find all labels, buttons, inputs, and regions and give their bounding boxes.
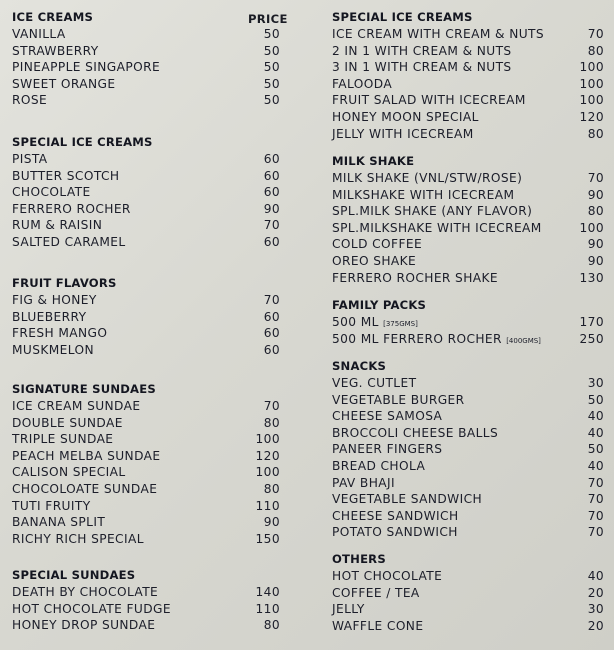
item-name-text: VEGETABLE BURGER [332,392,465,407]
item-price: 50 [263,93,280,108]
item-price: 60 [263,185,280,200]
item-name [12,151,48,168]
item-price: 100 [255,432,280,447]
section-title: SIGNATURE SUNDAES [12,382,156,396]
item-price: 130 [579,270,604,285]
item-name [332,126,474,143]
item-price: 60 [263,152,280,166]
item-price: 100 [255,465,280,480]
menu-item [332,236,604,253]
menu-item [12,309,280,326]
section-title: FAMILY PACKS [332,298,427,312]
item-price: 120 [579,109,604,124]
item-name-text: PANEER FINGERS [332,442,443,457]
item-name-text: VEGETABLE SANDWICH [332,492,483,507]
item-name [332,458,425,475]
item-name [12,76,115,93]
item-name [332,441,442,458]
item-price: 50 [263,76,280,91]
section-family-packs [332,297,604,347]
item-price: 80 [263,618,280,633]
item-name [332,170,522,187]
item-price: 30 [587,602,604,617]
item-price: 100 [579,60,604,75]
item-price: 80 [263,481,280,496]
item-name-text: JELLY WITH ICECREAM [332,126,474,141]
item-name [332,601,365,618]
item-name-text: HOT CHOCOLATE [332,569,443,583]
menu-item [332,524,604,541]
item-name [332,203,532,220]
item-name-text: 500 ML FERRERO ROCHER [332,331,502,346]
item-name-text: VEG. CUTLET [332,376,417,390]
item-name [332,508,459,525]
menu-item [12,201,280,218]
item-name [12,481,157,498]
item-name [332,236,422,253]
item-name [12,26,66,43]
item-price: 100 [579,93,604,108]
item-name [12,464,126,481]
menu-item [332,458,604,475]
section-ice-creams [12,9,280,109]
item-price: 90 [587,253,604,268]
item-price: 60 [263,168,280,183]
item-name-text: 500 ML [332,315,379,329]
item-name [332,475,395,492]
item-name-text: MUSKMELON [12,342,95,357]
item-name [332,392,465,409]
item-name [332,26,544,43]
menu-item [12,448,280,465]
item-name-text: OREO SHAKE [332,253,417,268]
menu-item [332,126,604,143]
section-fruit-flavors [12,275,280,358]
item-name-text: HONEY MOON SPECIAL [332,109,479,124]
item-price: 50 [263,27,280,41]
item-name-text: HONEY DROP SUNDAE [12,618,156,633]
item-name-text: TUTI FRUITY [12,498,91,513]
item-name-text: FRESH MANGO [12,326,108,341]
item-name [12,448,160,465]
menu-item [12,617,280,634]
item-price: 90 [263,201,280,216]
menu-item [332,253,604,270]
item-name-text: 3 IN 1 WITH CREAM & NUTS [332,60,512,75]
item-name [12,415,123,432]
item-price: 150 [255,531,280,546]
item-price: 40 [587,458,604,473]
item-name-text: SPL.MILK SHAKE (ANY FLAVOR) [332,204,533,219]
menu-item [332,26,604,43]
item-price: 100 [579,220,604,235]
item-price: 140 [255,585,280,599]
item-name-text: JELLY [332,602,365,617]
menu-item [12,184,280,201]
menu-item [12,498,280,515]
section-title: SPECIAL ICE CREAMS [12,135,153,149]
item-price: 20 [587,618,604,633]
item-name-text: ROSE [12,93,48,108]
item-name-text: MILK SHAKE (VNL/STW/ROSE) [332,171,523,185]
section-title: SNACKS [332,359,387,373]
item-name [12,201,131,218]
item-name-text: CALISON SPECIAL [12,465,126,480]
item-price: 110 [255,498,280,513]
menu-item [332,270,604,287]
menu-item [332,491,604,508]
item-price: 90 [263,515,280,530]
menu-item [12,217,280,234]
menu-item [12,168,280,185]
item-price: 50 [587,442,604,457]
menu-item [332,92,604,109]
item-name-text: VANILLA [12,27,66,41]
menu-item [332,618,604,635]
item-name-text: BROCCOLI CHEESE BALLS [332,425,499,440]
item-name-text: BREAD CHOLA [332,458,426,473]
item-price: 90 [587,187,604,202]
menu-item [332,568,604,585]
item-name-text: COFFEE / TEA [332,585,420,600]
menu-item [12,431,280,448]
item-name-text: 2 IN 1 WITH CREAM & NUTS [332,43,512,58]
menu-item [332,441,604,458]
item-name [332,220,542,237]
item-price: 110 [255,601,280,616]
item-name [12,292,97,309]
item-name-text: WAFFLE CONE [332,618,424,633]
item-name-text: PISTA [12,152,48,166]
item-price: 60 [263,342,280,357]
item-price: 70 [587,492,604,507]
item-name-text: PAV BHAJI [332,475,395,490]
item-name [332,585,420,602]
item-name-text: SWEET ORANGE [12,76,116,91]
item-name-text: CHOCOLATE [12,185,91,200]
section-title: ICE CREAMS [12,10,93,24]
menu-item [12,76,280,93]
menu-item [12,481,280,498]
item-name-text: PEACH MELBA SUNDAE [12,448,161,463]
item-name [332,92,526,109]
menu-item [332,76,604,93]
menu-item [332,203,604,220]
menu-item [12,151,280,168]
item-name-text: DOUBLE SUNDAE [12,415,123,430]
item-name [12,234,126,251]
item-name-text: ICE CREAM WITH CREAM & NUTS [332,27,545,41]
item-name-text: FALOODA [332,76,393,91]
item-price: 60 [263,309,280,324]
item-price: 40 [587,569,604,583]
item-name [332,59,512,76]
menu-item [332,475,604,492]
menu-item [12,26,280,43]
item-name [332,253,416,270]
menu-item [332,508,604,525]
item-name [332,491,482,508]
item-name [332,375,416,392]
section-title: MILK SHAKE [332,154,415,168]
menu-item [332,314,604,331]
menu-item [332,187,604,204]
item-name-text: POTATO SANDWICH [332,525,458,540]
item-price: 70 [587,171,604,185]
menu-item [12,234,280,251]
item-name-text: FRUIT SALAD WITH ICECREAM [332,93,526,108]
menu-item [12,415,280,432]
menu-item [12,342,280,359]
menu-item [332,375,604,392]
item-name-text: TRIPLE SUNDAE [12,432,114,447]
item-price: 250 [579,331,604,346]
section-title: OTHERS [332,552,386,566]
menu-item [332,170,604,187]
item-name-text: SPL.MILKSHAKE WITH ICECREAM [332,220,542,235]
item-price: 120 [255,448,280,463]
item-weight-note: [375GMS] [383,320,418,328]
item-name [12,531,144,548]
item-name [12,325,107,342]
item-name [12,59,160,76]
menu-item [12,601,280,618]
item-name-text: CHOCOLOATE SUNDAE [12,481,158,496]
item-price: 40 [587,425,604,440]
item-name-text: FERRERO ROCHER [12,201,131,216]
item-name-text: CHEESE SAMOSA [332,409,443,424]
item-price: 70 [263,293,280,307]
item-name [12,309,86,326]
item-price: 60 [263,234,280,249]
item-price: 170 [579,315,604,329]
item-name-text: RICHY RICH SPECIAL [12,531,144,546]
item-name [12,514,105,531]
item-name-text: STRAWBERRY [12,43,99,58]
item-name-text: FERRERO ROCHER SHAKE [332,270,498,285]
item-name-text: BUTTER SCOTCH [12,168,120,183]
menu-item [12,398,280,415]
item-name [332,109,479,126]
item-name [332,568,442,585]
menu-item [332,59,604,76]
item-price: 70 [587,508,604,523]
menu-item [332,43,604,60]
menu-item [332,109,604,126]
item-price: 100 [579,76,604,91]
item-name-text: ICE CREAM SUNDAE [12,399,141,413]
menu-item [332,331,604,348]
item-name-text: SALTED CARAMEL [12,234,126,249]
item-price: 40 [587,409,604,424]
item-name [332,187,514,204]
item-name [12,601,171,618]
item-name [12,431,113,448]
section-special-ice-creams [12,134,280,251]
item-price: 50 [263,43,280,58]
item-name-text: CHEESE SANDWICH [332,508,459,523]
menu-item [12,584,280,601]
section-others [332,551,604,634]
price-column-header: PRICE [248,12,288,26]
item-name [12,342,94,359]
menu-item [332,601,604,618]
item-name-text: RUM & RAISIN [12,218,103,233]
item-name [332,76,392,93]
item-name-text: HOT CHOCOLATE FUDGE [12,601,171,616]
item-name-text: BANANA SPLIT [12,515,106,530]
menu-item [332,585,604,602]
menu-item [12,92,280,109]
section-title: FRUIT FLAVORS [12,276,117,290]
item-name [12,43,99,60]
section-special-sundaes [12,567,280,634]
item-weight-note: [400GMS] [506,336,541,345]
item-price: 70 [587,525,604,540]
item-price: 80 [263,415,280,430]
item-name [12,498,91,515]
item-name [12,398,140,415]
menu-item [12,464,280,481]
item-price: 50 [263,60,280,75]
section-signature-sundaes [12,381,280,547]
item-price: 30 [587,376,604,390]
menu-item [332,425,604,442]
section-snacks [332,358,604,541]
item-name-text: DEATH BY CHOCOLATE [12,585,159,599]
section-special-ice-creams-right [332,9,604,142]
section-title: SPECIAL ICE CREAMS [332,10,473,24]
item-name [332,43,512,60]
item-name [12,168,119,185]
item-name [12,617,155,634]
item-name [12,584,158,601]
item-name-text: PINEAPPLE SINGAPORE [12,60,161,75]
item-price: 80 [587,43,604,58]
item-name [332,524,458,541]
item-name [12,184,91,201]
item-price: 70 [587,27,604,41]
section-title: SPECIAL SUNDAES [12,568,136,582]
item-price: 80 [587,126,604,141]
item-name [12,92,47,109]
item-price: 80 [587,204,604,219]
item-price: 20 [587,585,604,600]
item-name-text: BLUEBERRY [12,309,87,324]
item-price: 90 [587,237,604,252]
item-name [12,217,102,234]
item-name [332,425,498,442]
item-name [332,408,442,425]
menu-item [332,408,604,425]
item-name-text: COLD COFFEE [332,237,423,252]
section-milk-shake [332,153,604,286]
item-price: 70 [587,475,604,490]
item-name [332,270,498,287]
menu-item [12,43,280,60]
item-name-text: FIG & HONEY [12,293,97,307]
menu-item [12,59,280,76]
menu-item [12,531,280,548]
item-name [332,618,423,635]
menu-item [332,392,604,409]
item-price: 60 [263,326,280,341]
menu-item [332,220,604,237]
menu-item [12,325,280,342]
menu-item [12,514,280,531]
item-price: 70 [263,399,280,413]
item-name-text: MILKSHAKE WITH ICECREAM [332,187,515,202]
menu-item [12,292,280,309]
item-name [332,331,541,350]
item-price: 50 [587,392,604,407]
item-price: 70 [263,218,280,233]
